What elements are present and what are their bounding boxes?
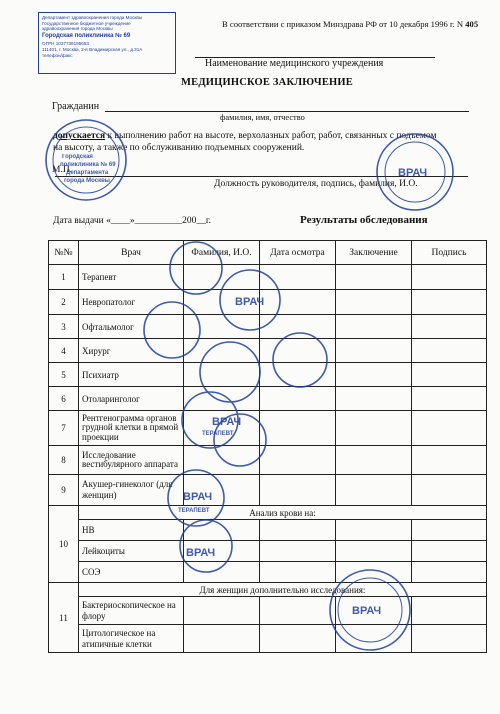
cell-conclusion[interactable] xyxy=(336,541,412,562)
cell-name[interactable] xyxy=(184,265,260,290)
row-test: Лейкоциты xyxy=(79,541,184,562)
cell-date[interactable] xyxy=(260,315,336,339)
cell-date[interactable] xyxy=(260,339,336,363)
women-tests-label: Для женщин дополнительно исследования: xyxy=(79,583,487,597)
cell-signature[interactable] xyxy=(412,387,487,411)
cell-conclusion[interactable] xyxy=(336,446,412,475)
row-doctor: Терапевт xyxy=(79,265,184,290)
table-row xyxy=(49,315,487,339)
cell-conclusion[interactable] xyxy=(336,265,412,290)
corner-stamp xyxy=(38,12,176,74)
row-test: СОЭ xyxy=(79,562,184,583)
cell-name[interactable] xyxy=(184,597,260,625)
cell-name[interactable] xyxy=(184,475,260,506)
cell-name[interactable] xyxy=(184,446,260,475)
cell-date[interactable] xyxy=(260,597,336,625)
cell-date[interactable] xyxy=(260,387,336,411)
table-row xyxy=(49,475,487,506)
corner-stamp-org: Городская поликлиника № 69 xyxy=(42,32,131,39)
table-row-women-header xyxy=(49,583,487,597)
corner-stamp-line: телефон/факс xyxy=(42,52,73,58)
row-doctor: Акушер-гинеколог (для женщин) xyxy=(79,475,184,506)
results-table xyxy=(48,240,487,653)
order-reference-text: В соответствии с приказом Минздрава РФ от 10 декабря 1996 г. N xyxy=(222,19,464,29)
row-test: Бактериоскопическое на флору xyxy=(79,597,184,625)
table-row xyxy=(49,290,487,315)
cell-conclusion[interactable] xyxy=(336,290,412,315)
row-number: 8 xyxy=(49,446,79,475)
row-doctor: Исследование вестибулярного аппарата xyxy=(79,446,184,475)
cell-conclusion[interactable] xyxy=(336,339,412,363)
order-reference xyxy=(222,19,478,29)
order-number: 405 xyxy=(465,19,479,29)
cell-conclusion[interactable] xyxy=(336,315,412,339)
cell-name[interactable] xyxy=(184,339,260,363)
terapevt-stamp-text: ТЕРАПЕВТ xyxy=(178,508,210,514)
column-header-conclusion: Заключение xyxy=(336,241,412,265)
terapevt-stamp-text: ТЕРАПЕВТ xyxy=(202,431,234,437)
cell-conclusion[interactable] xyxy=(336,597,412,625)
row-doctor: Рентгенограмма органов грудной клетки в прямой проекции xyxy=(79,411,184,446)
round-stamp-left-text: поликлиника № 69 xyxy=(60,162,116,168)
row-number: 5 xyxy=(49,363,79,387)
table-row-blood-header xyxy=(49,506,487,520)
admission-keyword: допускается xyxy=(53,131,106,141)
table-row xyxy=(49,363,487,387)
vrach-stamp-text: ВРАЧ xyxy=(352,605,382,617)
cell-conclusion[interactable] xyxy=(336,475,412,506)
vrach-stamp-text: ВРАЧ xyxy=(186,547,216,559)
cell-signature[interactable] xyxy=(412,475,487,506)
cell-name[interactable] xyxy=(184,520,260,541)
cell-date[interactable] xyxy=(260,541,336,562)
cell-conclusion[interactable] xyxy=(336,520,412,541)
vrach-stamp-text: ВРАЧ xyxy=(212,416,242,428)
cell-conclusion[interactable] xyxy=(336,562,412,583)
row-doctor: Хирург xyxy=(79,339,184,363)
row-number: 9 xyxy=(49,475,79,506)
cell-date[interactable] xyxy=(260,446,336,475)
round-stamp-left-text: Городская xyxy=(62,154,93,160)
signature-caption: Должность руководителя, подпись, фамилия, И.О. xyxy=(214,179,418,189)
mp-label: М.П. xyxy=(52,165,73,175)
cell-conclusion[interactable] xyxy=(336,625,412,653)
vrach-stamp-text: ВРАЧ xyxy=(398,167,428,179)
issue-date[interactable]: Дата выдачи «____»__________200__г. xyxy=(53,216,212,226)
round-stamp-left-text: города Москвы xyxy=(64,178,110,184)
row-number: 2 xyxy=(49,290,79,315)
table-row xyxy=(49,387,487,411)
cell-conclusion[interactable] xyxy=(336,387,412,411)
column-header-date: Дата осмотра xyxy=(260,241,336,265)
corner-stamp-line: 111401, г. Москва, 2-я Владимирская ул., д.31А xyxy=(42,46,143,52)
row-doctor: Психиатр xyxy=(79,363,184,387)
cell-conclusion[interactable] xyxy=(336,363,412,387)
citizen-label: Гражданин xyxy=(52,101,100,112)
column-header-number: №№ xyxy=(49,241,79,265)
table-row xyxy=(49,446,487,475)
row-doctor: Невропатолог xyxy=(79,290,184,315)
corner-stamp-line: Департамент здравоохранения города Москвы xyxy=(42,15,143,20)
cell-name[interactable] xyxy=(184,315,260,339)
row-number: 3 xyxy=(49,315,79,339)
cell-date[interactable] xyxy=(260,475,336,506)
blood-analysis-label: Анализ крови на: xyxy=(79,506,487,520)
citizen-caption: фамилия, имя, отчество xyxy=(220,113,305,122)
table-row xyxy=(49,597,487,625)
cell-date[interactable] xyxy=(260,411,336,446)
round-stamp-left-text: Департамента xyxy=(66,170,109,176)
column-header-name: Фамилия, И.О. xyxy=(184,241,260,265)
page-title: МЕДИЦИНСКОЕ ЗАКЛЮЧЕНИЕ xyxy=(181,77,353,88)
row-number: 6 xyxy=(49,387,79,411)
round-stamp-right-inner xyxy=(385,142,445,202)
cell-date[interactable] xyxy=(260,562,336,583)
cell-conclusion[interactable] xyxy=(336,411,412,446)
corner-stamp-line: Государственное бюджетное учреждение xyxy=(42,20,131,26)
admission-text-line1 xyxy=(53,131,436,141)
table-header-row xyxy=(49,241,487,265)
row-test: Цитологическое на атипичные клетки xyxy=(79,625,184,653)
vrach-stamp-text: ВРАЧ xyxy=(183,491,213,503)
row-doctor: Отоларинголог xyxy=(79,387,184,411)
corner-stamp-line: здравоохранения города Москвы xyxy=(42,26,113,32)
row-doctor: Офтальмолог xyxy=(79,315,184,339)
corner-stamp-line: ОГРН 1037739195653 xyxy=(42,41,89,47)
institution-caption: Наименование медицинского учреждения xyxy=(205,58,384,69)
cell-signature[interactable] xyxy=(412,290,487,315)
cell-name[interactable] xyxy=(184,387,260,411)
cell-signature[interactable] xyxy=(412,339,487,363)
cell-date[interactable] xyxy=(260,363,336,387)
cell-signature[interactable] xyxy=(412,597,487,625)
row-number: 7 xyxy=(49,411,79,446)
cell-date[interactable] xyxy=(260,290,336,315)
cell-signature[interactable] xyxy=(412,411,487,446)
cell-name[interactable] xyxy=(184,290,260,315)
signature-line[interactable] xyxy=(55,176,468,177)
cell-date[interactable] xyxy=(260,625,336,653)
cell-signature[interactable] xyxy=(412,363,487,387)
table-row xyxy=(49,339,487,363)
cell-signature[interactable] xyxy=(412,265,487,290)
table-row xyxy=(49,625,487,653)
cell-name[interactable] xyxy=(184,541,260,562)
cell-name[interactable] xyxy=(184,562,260,583)
column-header-doctor: Врач xyxy=(79,241,184,265)
table-row xyxy=(49,411,487,446)
cell-signature[interactable] xyxy=(412,315,487,339)
cell-date[interactable] xyxy=(260,265,336,290)
vrach-stamp-text: ВРАЧ xyxy=(235,296,265,308)
round-stamp-right xyxy=(377,134,453,210)
row-number: 1 xyxy=(49,265,79,290)
row-number: 10 xyxy=(49,506,79,583)
results-title: Результаты обследования xyxy=(300,214,428,226)
admission-text-rest: к выполнению работ на высоте, верхолазных работ, работ, связанных с подъемом xyxy=(105,131,437,141)
table-row xyxy=(49,520,487,541)
cell-signature[interactable] xyxy=(412,541,487,562)
row-number: 11 xyxy=(49,583,79,653)
cell-name[interactable] xyxy=(184,625,260,653)
column-header-signature: Подпись xyxy=(412,241,487,265)
table-row xyxy=(49,541,487,562)
table-row xyxy=(49,265,487,290)
cell-signature[interactable] xyxy=(412,562,487,583)
cell-signature[interactable] xyxy=(412,520,487,541)
row-test: НВ xyxy=(79,520,184,541)
cell-name[interactable] xyxy=(184,411,260,446)
table-row xyxy=(49,562,487,583)
citizen-name-line[interactable] xyxy=(105,111,469,112)
cell-signature[interactable] xyxy=(412,625,487,653)
cell-date[interactable] xyxy=(260,520,336,541)
row-number: 4 xyxy=(49,339,79,363)
cell-name[interactable] xyxy=(184,363,260,387)
cell-signature[interactable] xyxy=(412,446,487,475)
admission-text-line2: на высоту, а также по обслуживанию подъемных сооружений. xyxy=(53,143,305,153)
